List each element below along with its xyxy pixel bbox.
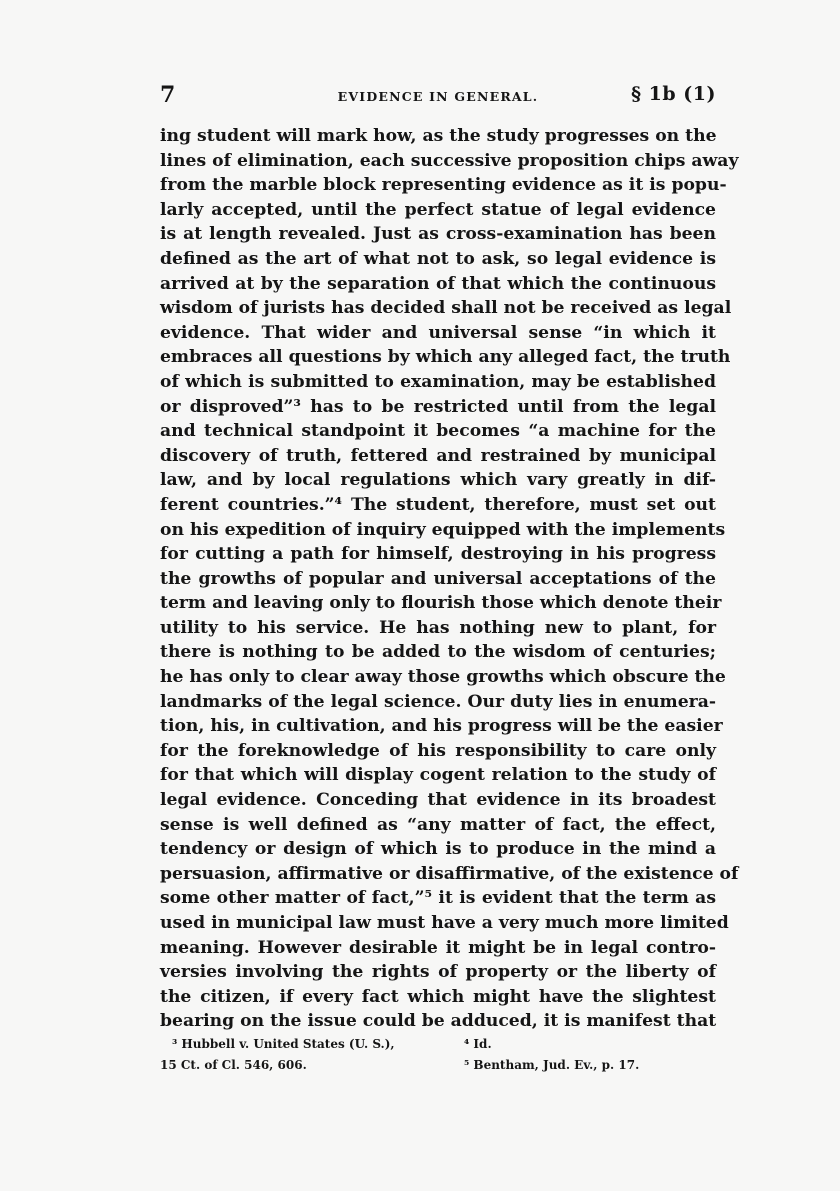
body-text [160,124,739,1034]
text-line: wisdom of jurists has decided shall not be received as legal [160,298,732,319]
text-line: utility to his service. He has nothing new to plant, for [160,617,716,638]
text-line: some other matter of fact,”⁵ it is evident that the term as [160,888,716,909]
text-line: or disproved”³ has to be restricted until from the legal [160,396,716,417]
text-line: from the marble block representing evidence as it is popu- [160,175,727,196]
text-line: there is nothing to be added to the wisdom of centuries; [160,642,716,663]
text-line: is at length revealed. Just as cross-examination has been [160,224,716,245]
text-line: versies involving the rights of property or the liberty of [160,962,716,983]
text-line: bearing on the issue could be adduced, it is manifest that [160,1011,717,1032]
text-line: landmarks of the legal science. Our duty lies in enumera- [160,691,716,712]
text-line: used in municipal law must have a very much more limited [160,913,729,933]
text-line: lines of elimination, each successive proposition chips away [160,150,739,171]
text-line: arrived at by the separation of that which the continuous [160,273,716,294]
text-line: larly accepted, until the perfect statue of legal evidence [160,199,716,220]
section-number: § 1b (1) [631,83,716,105]
text-line: legal evidence. Conceding that evidence in its broadest [160,790,716,811]
text-line: tion, his, in cultivation, and his progress will be the easier [160,716,723,737]
text-line: and technical standpoint it becomes “a machine for the [160,421,716,442]
text-line: defined as the art of what not to ask, so legal evidence is [160,248,716,269]
text-line: of which is submitted to examination, may be established [160,371,716,392]
page-number: 7 [160,82,176,108]
text-line: evidence. That wider and universal sense “in which it [160,322,716,343]
text-line: term and leaving only to flourish those which denote their [160,593,722,614]
text-line: for cutting a path for himself, destroying in his progress [160,544,716,565]
text-line: embraces all questions by which any alleged fact, the truth [160,347,731,368]
text-line: the growths of popular and universal acceptations of the [160,568,716,589]
text-line: ferent countries.”⁴ The student, therefore, must set out [160,494,716,515]
text-line: for that which will display cogent relation to the study of [160,765,716,786]
footnote-4: ⁴ Id. [464,1037,492,1051]
text-line: he has only to clear away those growths which obscure the [160,667,726,688]
text-line: tendency or design of which is to produce in the mind a [160,839,716,860]
text-line: persuasion, affirmative or disaffirmative, of the existence of [160,863,739,884]
text-line: for the foreknowledge of his responsibility to care only [160,740,716,761]
text-line: sense is well defined as “any matter of fact, the effect, [160,814,716,835]
text-line: on his expedition of inquiry equipped with the implements [160,519,726,540]
footnote-5: ⁵ Bentham, Jud. Ev., p. 17. [464,1058,640,1072]
running-header [160,80,716,114]
text-line: meaning. However desirable it might be in legal contro- [160,937,716,958]
text-line: ing student will mark how, as the study progresses on the [160,126,717,146]
text-line: law, and by local regulations which vary greatly in dif- [160,470,716,491]
running-title: EVIDENCE IN GENERAL. [337,89,539,104]
text-line: discovery of truth, fettered and restrained by municipal [160,445,716,466]
text-line: the citizen, if every fact which might have the slightest [160,986,716,1007]
footnote-3-continued: 15 Ct. of Cl. 546, 606. [160,1058,307,1072]
footnote-3: ³ Hubbell v. United States (U. S.), [172,1037,395,1051]
